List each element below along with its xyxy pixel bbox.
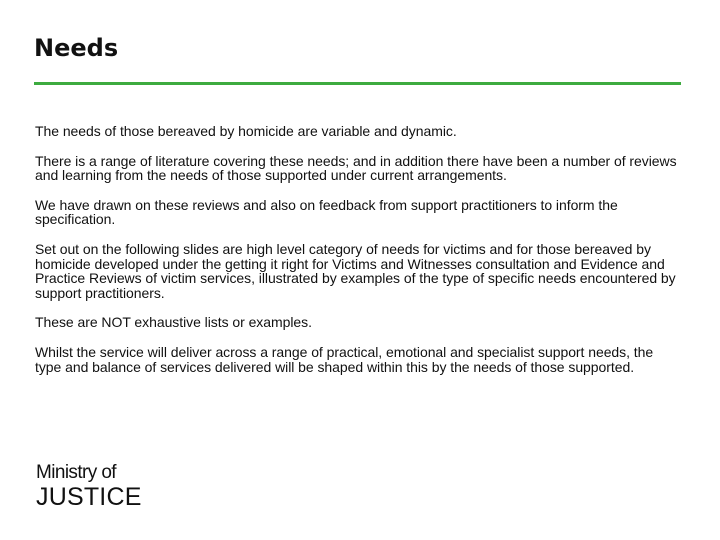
paragraph: We have drawn on these reviews and also on feedback from support practitioners to inform the specification.	[35, 196, 618, 228]
paragraph: These are NOT exhaustive lists or examples.	[35, 314, 312, 331]
ministry-of-justice-logo	[36, 462, 156, 512]
paragraph: Set out on the following slides are high level category of needs for victims and for those bereaved by homicide developed under the getting it right for Victims and Witnesses consultation and Evidence and Practice Reviews of victim services, illustrated by examples of the type of specific needs encountered by support practitioners.	[35, 240, 676, 301]
paragraph: There is a range of literature covering these needs; and in addition there have been a number of reviews and learning from the needs of those supported under current arrangements.	[35, 152, 677, 184]
paragraph: The needs of those bereaved by homicide are variable and dynamic.	[35, 123, 457, 139]
logo-line-2: JUSTICE	[36, 483, 142, 511]
title-divider	[34, 82, 681, 85]
slide-title: Needs	[34, 34, 119, 62]
body-text	[35, 124, 683, 389]
paragraph: Whilst the service will deliver across a range of practical, emotional and specialist support needs, the type and balance of services delivered will be shaped within this by the needs of those supported.	[35, 343, 654, 375]
logo-line-1: Ministry of	[36, 462, 116, 483]
